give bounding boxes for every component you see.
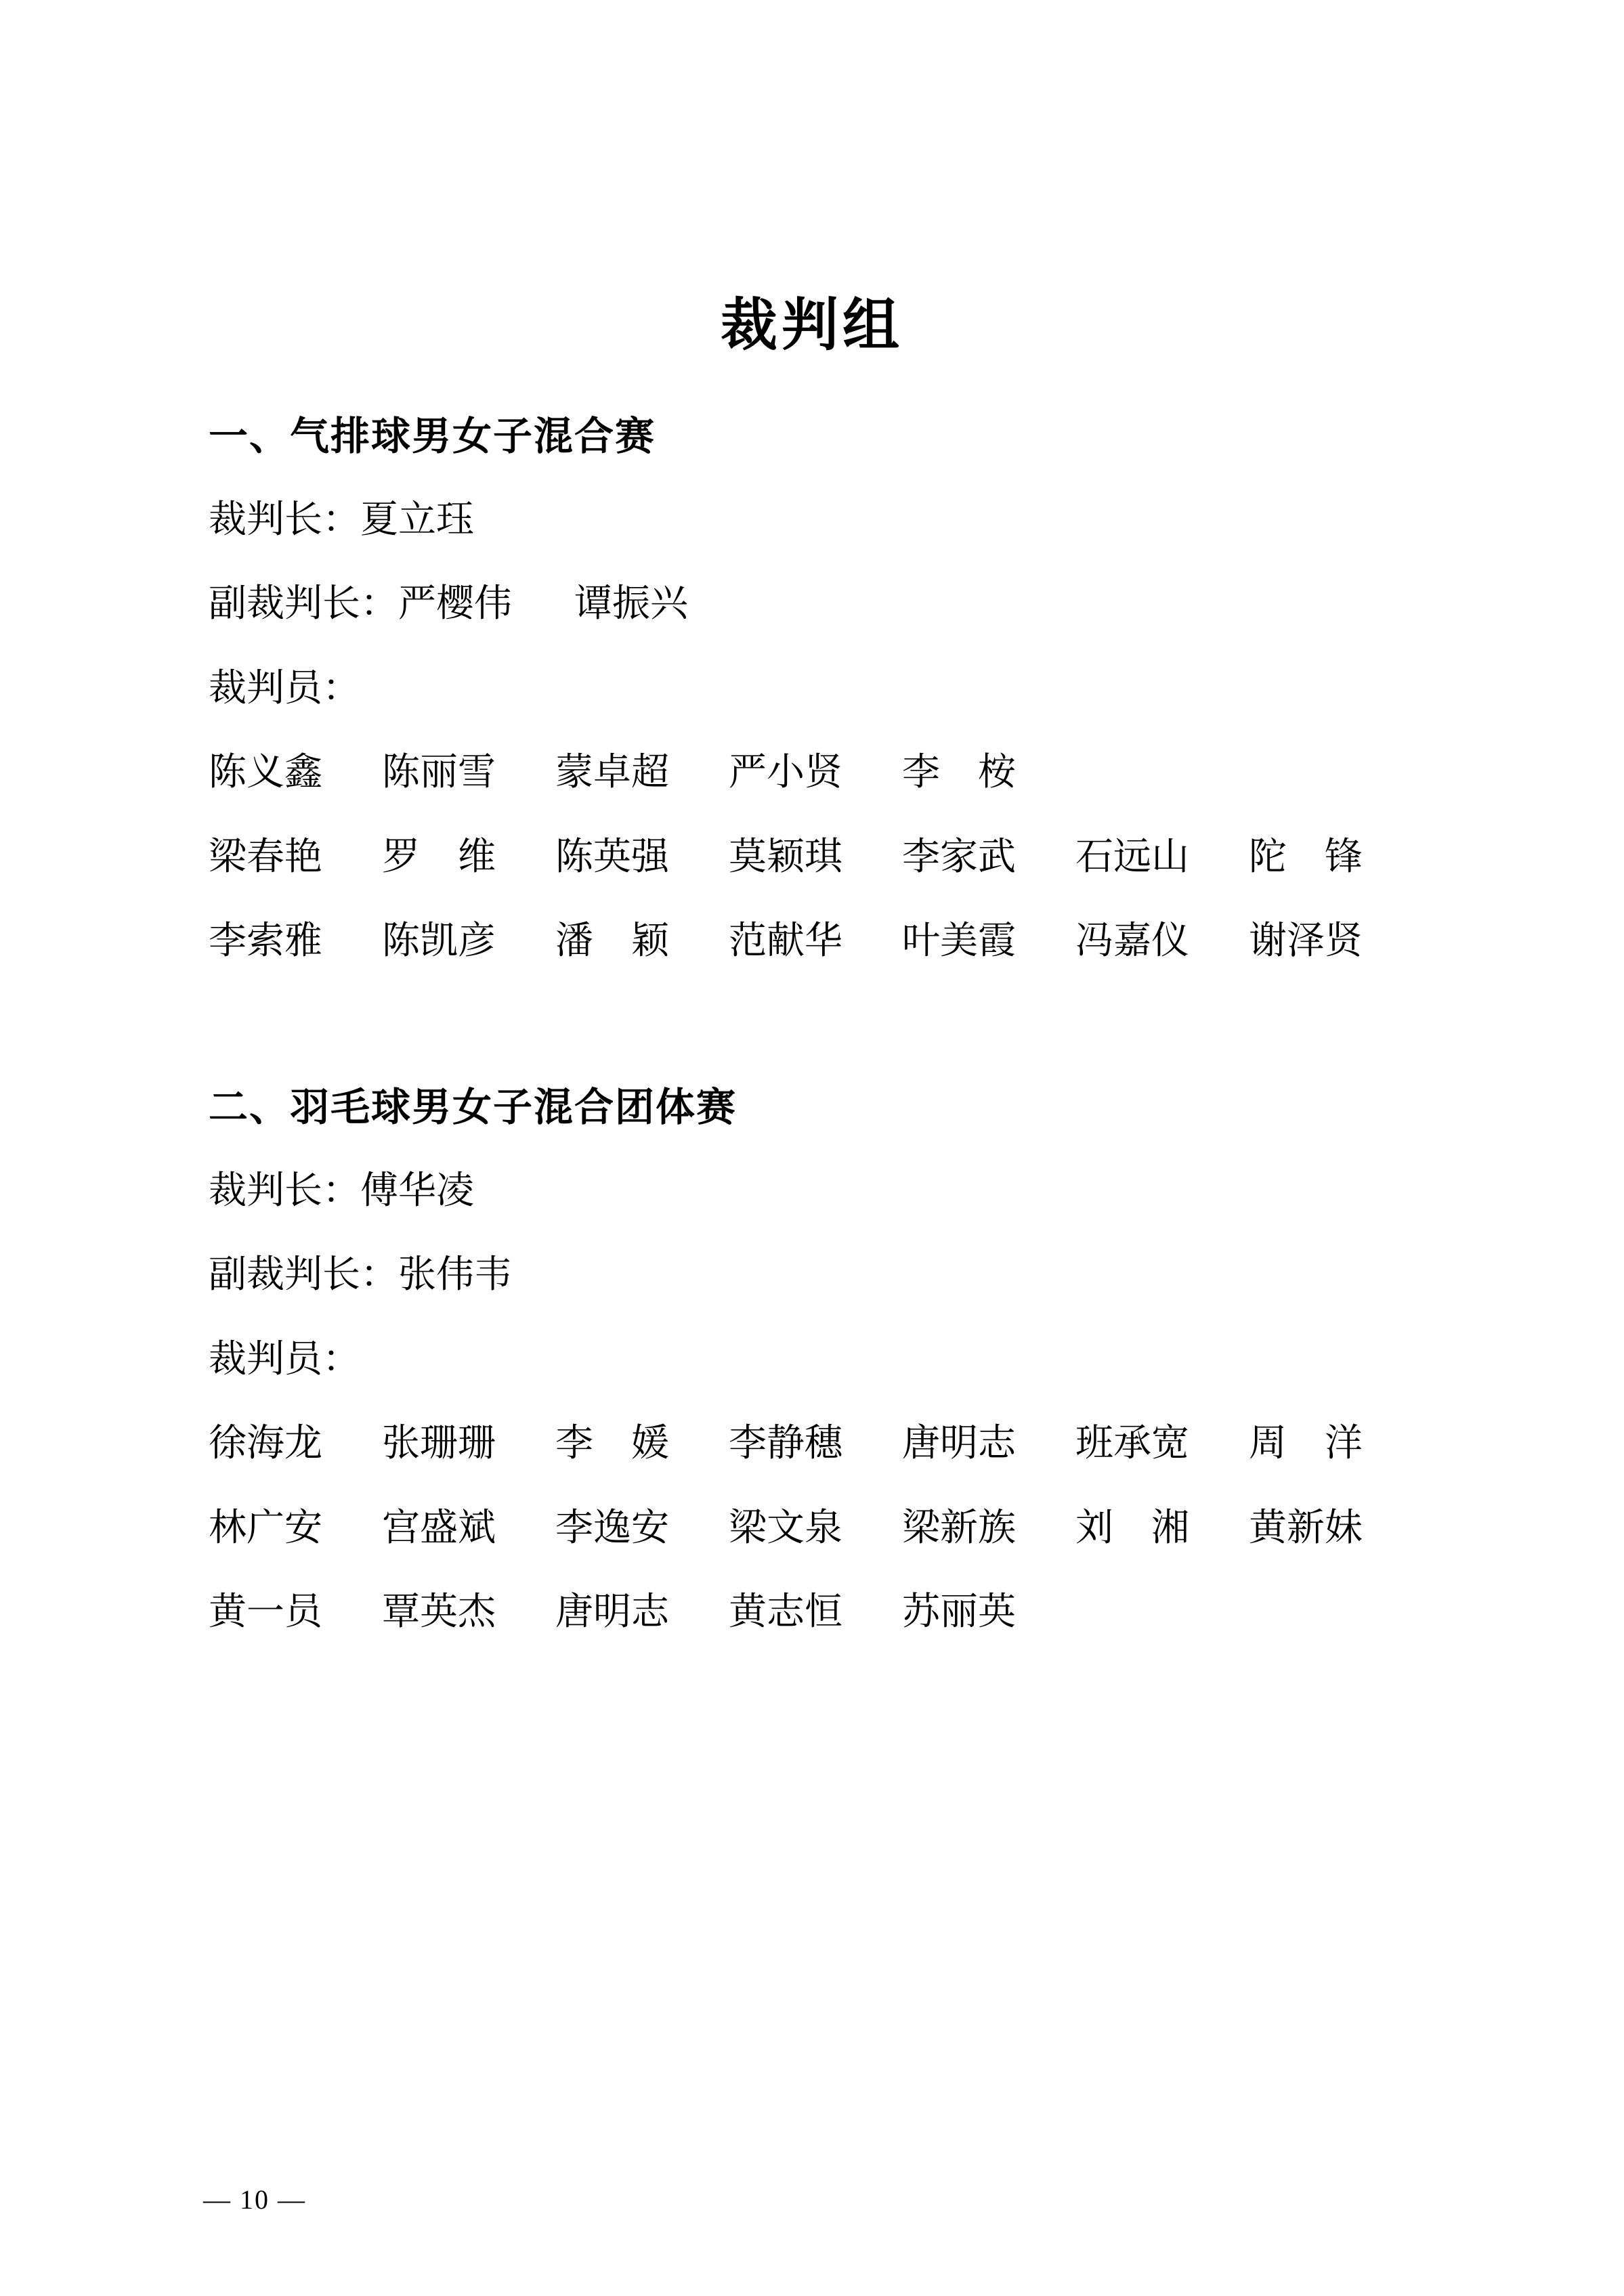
referee-name: 唐明志: [902, 1423, 1016, 1465]
referee-name: 宫盛斌: [382, 1507, 496, 1549]
deputy-referee-label: 副裁判长：: [209, 583, 398, 626]
referee-name: 周 洋: [1249, 1423, 1363, 1465]
referee-name: 李 桉: [902, 752, 1016, 794]
referee-name: 李静穗: [729, 1423, 842, 1465]
referee-name: 黄志恒: [729, 1591, 842, 1634]
referee-name: 徐海龙: [209, 1423, 322, 1465]
referee-name: 李索雅: [209, 920, 322, 963]
referee-name: 罗 维: [382, 836, 496, 878]
referee-name: 刘 湘: [1075, 1507, 1189, 1549]
referee-row: [209, 921, 1415, 961]
referee-name: 谢泽贤: [1249, 920, 1363, 963]
deputy-referee-line: [209, 1255, 1415, 1295]
referee-name: 潘 颖: [555, 920, 669, 963]
deputy-referee-names: [398, 1255, 512, 1295]
chief-referee-label: 裁判长：: [209, 1169, 360, 1212]
referee-name: 李家武: [902, 836, 1016, 878]
referee-name: 李逸安: [555, 1507, 669, 1549]
deputy-referee-name: 严樱伟: [398, 583, 512, 626]
chief-referee-line: [209, 500, 1415, 540]
referee-name: 陈义鑫: [209, 752, 322, 794]
referee-row: [209, 752, 1415, 793]
referee-name: 李 媛: [555, 1423, 669, 1465]
referee-name: 梁文泉: [729, 1507, 842, 1549]
referees-label: 裁判员：: [209, 1338, 360, 1381]
referee-name: 叶美霞: [902, 920, 1016, 963]
chief-referee-line: [209, 1171, 1415, 1211]
page-title: 裁判组: [720, 295, 903, 358]
section-heading: 一、气排球男女子混合赛: [209, 414, 656, 458]
deputy-referee-name: 谭振兴: [574, 583, 688, 626]
referee-name: 石远山: [1075, 836, 1189, 878]
referee-name: 覃英杰: [382, 1591, 496, 1634]
referee-name: 范献华: [729, 920, 842, 963]
referee-row: [209, 837, 1415, 878]
referee-name: 陈丽雪: [382, 752, 496, 794]
section-volleyball: [209, 414, 1415, 963]
referee-row: [209, 1508, 1415, 1548]
referee-name: 冯嘉仪: [1075, 920, 1189, 963]
referees-label: 裁判员：: [209, 667, 360, 710]
referee-name: 陀 锋: [1249, 836, 1363, 878]
deputy-referee-line: [209, 584, 1415, 624]
referee-name: 林广安: [209, 1507, 322, 1549]
referee-name: 梁春艳: [209, 836, 322, 878]
referee-row: [209, 1592, 1415, 1632]
referee-name: 陈凯彦: [382, 920, 496, 963]
deputy-referee-names: [398, 584, 688, 624]
section-heading: 二、羽毛球男女子混合团体赛: [209, 1085, 738, 1129]
chief-referee-label: 裁判长：: [209, 499, 360, 541]
referee-name: 班承宽: [1075, 1423, 1189, 1465]
section-badminton: [209, 1085, 1415, 1634]
referees-label-line: [209, 1339, 1415, 1380]
referee-name: 莫颖琪: [729, 836, 842, 878]
deputy-referee-label: 副裁判长：: [209, 1254, 398, 1297]
referee-name: 黄一员: [209, 1591, 322, 1634]
chief-referee-name: 傅华凌: [360, 1169, 474, 1212]
chief-referee-name: 夏立珏: [360, 499, 474, 541]
referee-name: 黄新妹: [1249, 1507, 1363, 1549]
referee-name: 苏丽英: [902, 1591, 1016, 1634]
referee-name: 严小贤: [729, 752, 842, 794]
referee-name: 梁新族: [902, 1507, 1016, 1549]
deputy-referee-name: 张伟韦: [398, 1254, 512, 1297]
referee-row: [209, 1423, 1415, 1464]
page-number: — 10 —: [203, 2184, 306, 2215]
referee-name: 蒙卓超: [555, 752, 669, 794]
referee-name: 张珊珊: [382, 1423, 496, 1465]
referees-label-line: [209, 668, 1415, 709]
referee-name: 陈英强: [555, 836, 669, 878]
referee-name: 唐明志: [555, 1591, 669, 1634]
